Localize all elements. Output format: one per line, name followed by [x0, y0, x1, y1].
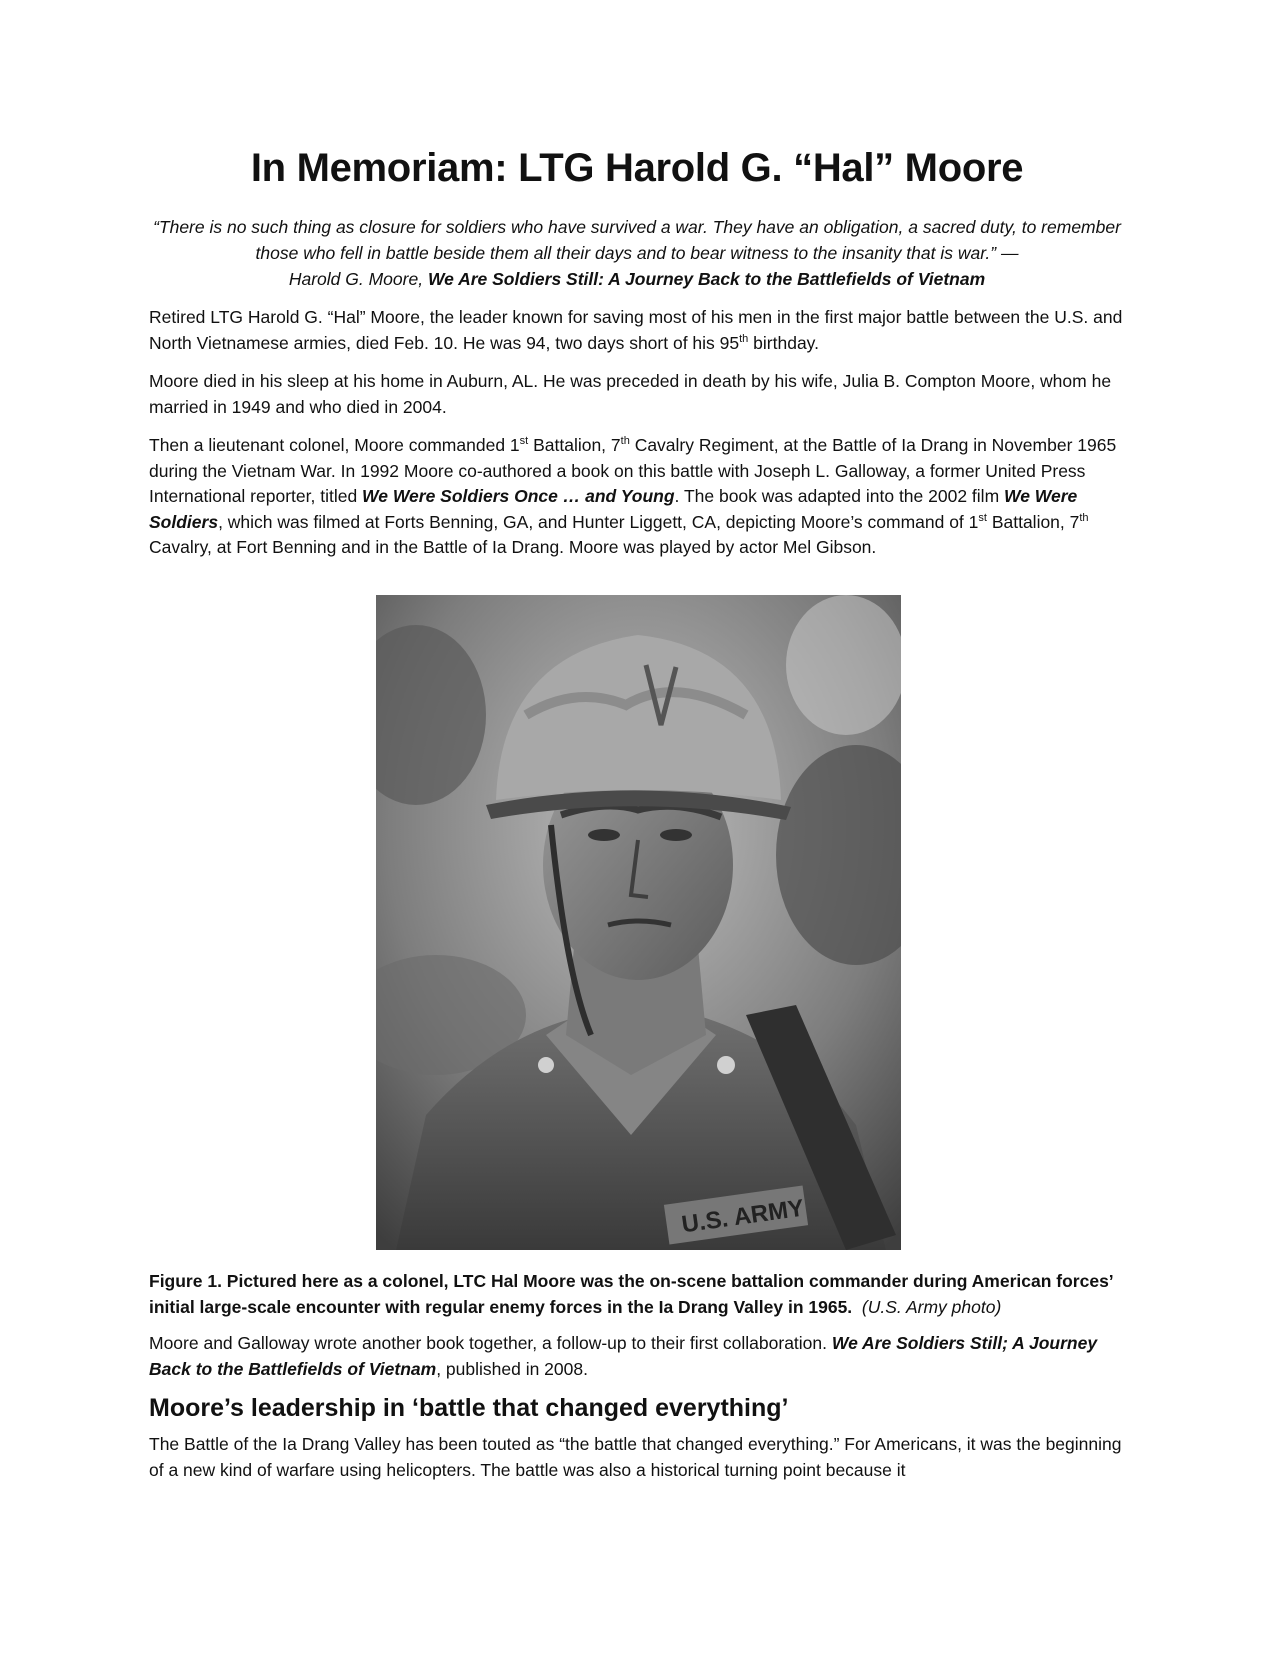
- epigraph: [149, 214, 1125, 292]
- paragraph-second-book: [149, 1331, 1125, 1382]
- paragraph-text: Moore and Galloway wrote another book together, a follow-up to their first collaboration.: [149, 1333, 832, 1353]
- paragraph-text: , published in 2008.: [436, 1358, 588, 1379]
- superscript: st: [519, 435, 529, 448]
- superscript: th: [739, 332, 749, 345]
- paragraph-text: Battalion, 7: [528, 435, 621, 455]
- portrait-photo: [376, 595, 901, 1250]
- paragraph-battle: The Battle of the Ia Drang Valley has been touted as “the battle that changed everything.” For Americans, it was the beginning of a new kind of warfare using helicopters. The battle was also a historical turning point because it: [149, 1434, 1122, 1480]
- paragraph-career: [149, 433, 1125, 561]
- paragraph-text: Cavalry, at Fort Benning and in the Battle of Ia Drang. Moore was played by actor Mel Gibson.: [149, 537, 877, 557]
- paragraph-text: Cavalry Regiment, at the Battle of Ia Drang in November 1965 during the Vietnam War. In 1992 Moore co-authored a book on this battle with Joseph L. Galloway, a former United Press International reporter, titled: [149, 435, 1117, 506]
- name-tape-text: U.S. ARMY: [680, 1194, 806, 1239]
- book-title: We Were Soldiers Once … and Young: [362, 486, 675, 506]
- epigraph-author: Harold G. Moore,: [288, 269, 424, 289]
- figure-caption: [149, 1268, 1125, 1320]
- paragraph-text: Retired LTG Harold G. “Hal” Moore, the leader known for saving most of his men in the first major battle between the U.S. and North Vietnamese armies, died Feb. 10. He was 94, two days short of his 95: [149, 307, 1123, 353]
- section-heading: Moore’s leadership in ‘battle that changed everything’: [149, 1394, 789, 1422]
- caption-text: Figure 1. Pictured here as a colonel, LTC Hal Moore was the on-scene battalion commander during American forces’ initial large-scale encounter with regular enemy forces in the Ia Drang Valley in 1965.: [149, 1271, 1113, 1317]
- page-title: In Memoriam: LTG Harold G. “Hal” Moore: [250, 146, 1024, 190]
- superscript: th: [620, 435, 630, 448]
- soldier-portrait-illustration: [376, 595, 901, 1250]
- superscript: th: [1079, 511, 1089, 524]
- photo-credit: (U.S. Army photo): [861, 1297, 1002, 1317]
- epigraph-source: We Are Soldiers Still: A Journey Back to the Battlefields of Vietnam: [427, 269, 986, 289]
- film-title: We Were Soldiers: [149, 486, 1078, 532]
- paragraph-text: Then a lieutenant colonel, Moore commanded 1: [149, 435, 520, 455]
- book-title: We Are Soldiers Still; A Journey Back to the Battlefields of Vietnam: [149, 1333, 1098, 1379]
- paragraph-death: [149, 305, 1125, 356]
- superscript: st: [978, 511, 987, 524]
- paragraph-text: , which was filmed at Forts Benning, GA, and Hunter Liggett, CA, depicting Moore’s command of 1: [218, 511, 979, 532]
- paragraph-text: Battalion, 7: [986, 511, 1080, 532]
- paragraph-text: . The book was adapted into the 2002 film: [674, 486, 1005, 506]
- paragraph-text: birthday.: [748, 332, 819, 353]
- epigraph-quote: “There is no such thing as closure for soldiers who have survived a war. They have an obligation, a sacred duty, to remember those who fell in battle beside them all their days and to bear witness to the insanity that is war.” —: [153, 217, 1121, 263]
- paragraph-family: Moore died in his sleep at his home in Auburn, AL. He was preceded in death by his wife, Julia B. Compton Moore, whom he married in 1949 and who died in 2004.: [149, 371, 1112, 417]
